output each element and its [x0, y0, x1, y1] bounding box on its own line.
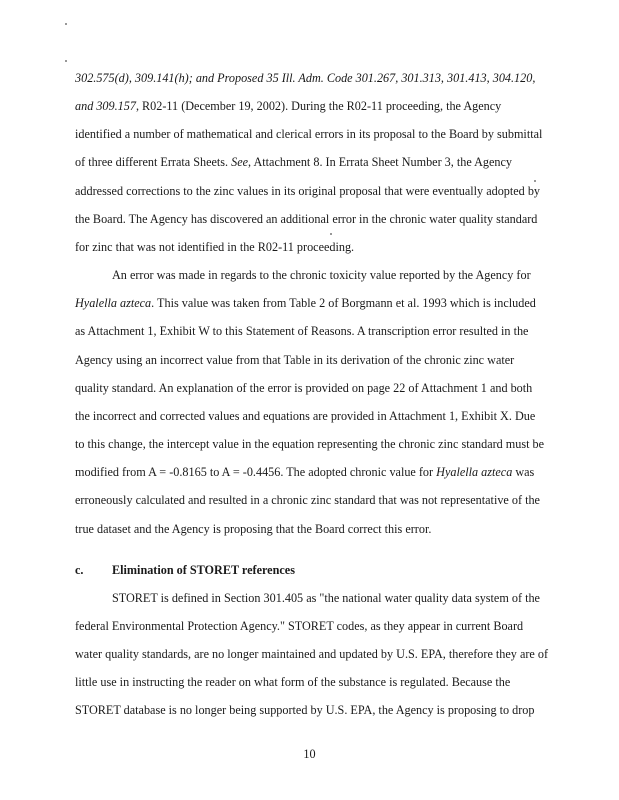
- paragraph-3-line: STORET database is no longer being supported by U.S. EPA, the Agency is proposing to drop: [75, 703, 535, 717]
- paragraph-3-line: water quality standards, are no longer maintained and updated by U.S. EPA, therefore they are of: [75, 647, 549, 661]
- paragraph-2-line: quality standard. An explanation of the error is provided on page 22 of Attachment 1 and both: [75, 381, 533, 395]
- paragraph-1-text: of three different Errata Sheets.: [75, 155, 232, 169]
- paragraph-1-line: [75, 155, 512, 169]
- paragraph-2-line: the incorrect and corrected values and equations are provided in Attachment 1, Exhibit X. Due: [75, 409, 536, 423]
- species-italic: Hyalella azteca: [75, 296, 152, 310]
- paragraph-1-text: , Attachment 8. In Errata Sheet Number 3, the Agency: [248, 155, 513, 169]
- paragraph-3-line: STORET is defined in Section 301.405 as "the national water quality data system of the: [112, 591, 540, 605]
- paragraph-1-text: , R02-11 (December 19, 2002). During the R02-11 proceeding, the Agency: [135, 99, 502, 113]
- paragraph-2-line: true dataset and the Agency is proposing that the Board correct this error.: [75, 522, 432, 536]
- section-heading: Elimination of STORET references: [112, 563, 295, 577]
- paragraph-1-line: the Board. The Agency has discovered an additional error in the chronic water quality standard: [75, 212, 538, 226]
- paragraph-1-line: addressed corrections to the zinc values in its original proposal that were eventually adopted by: [75, 184, 541, 198]
- paragraph-1-line: identified a number of mathematical and clerical errors in its proposal to the Board by submittal: [75, 127, 543, 141]
- paragraph-2-line: [75, 465, 534, 479]
- scan-speck: [534, 180, 536, 182]
- scan-speck: [65, 23, 67, 25]
- scan-speck: [65, 60, 67, 62]
- paragraph-2-line: erroneously calculated and resulted in a chronic zinc standard that was not representative of the: [75, 493, 540, 507]
- see-italic: See: [231, 155, 249, 169]
- paragraph-2-line: An error was made in regards to the chronic toxicity value reported by the Agency for: [112, 268, 531, 282]
- paragraph-1-line: [75, 99, 501, 113]
- paragraph-2-line: as Attachment 1, Exhibit W to this Statement of Reasons. A transcription error resulted in the: [75, 324, 529, 338]
- paragraph-2-text: was: [512, 465, 535, 479]
- scan-speck: [330, 233, 332, 235]
- paragraph-2-text: . This value was taken from Table 2 of Borgmann et al. 1993 which is included: [151, 296, 536, 310]
- section-letter: c.: [75, 563, 84, 577]
- paragraph-2-line: [75, 296, 536, 310]
- species-italic: Hyalella azteca: [436, 465, 513, 479]
- paragraph-1-line: 302.575(d), 309.141(h); and Proposed 35 Ill. Adm. Code 301.267, 301.313, 301.413, 304.120,: [75, 71, 536, 85]
- citation-italic: and 309.157: [75, 99, 136, 113]
- paragraph-2-text: modified from A = -0.8165 to A = -0.4456. The adopted chronic value for: [75, 465, 437, 479]
- paragraph-3-line: federal Environmental Protection Agency." STORET codes, as they appear in current Board: [75, 619, 524, 633]
- paragraph-2-line: to this change, the intercept value in the equation representing the chronic zinc standard must be: [75, 437, 545, 451]
- paragraph-2-line: Agency using an incorrect value from that Table in its derivation of the chronic zinc water: [75, 353, 515, 367]
- page-number: 10: [303, 747, 316, 761]
- paragraph-3-line: little use in instructing the reader on what form of the substance is regulated. Because the: [75, 675, 511, 689]
- paragraph-1-line: for zinc that was not identified in the R02-11 proceeding.: [75, 240, 355, 254]
